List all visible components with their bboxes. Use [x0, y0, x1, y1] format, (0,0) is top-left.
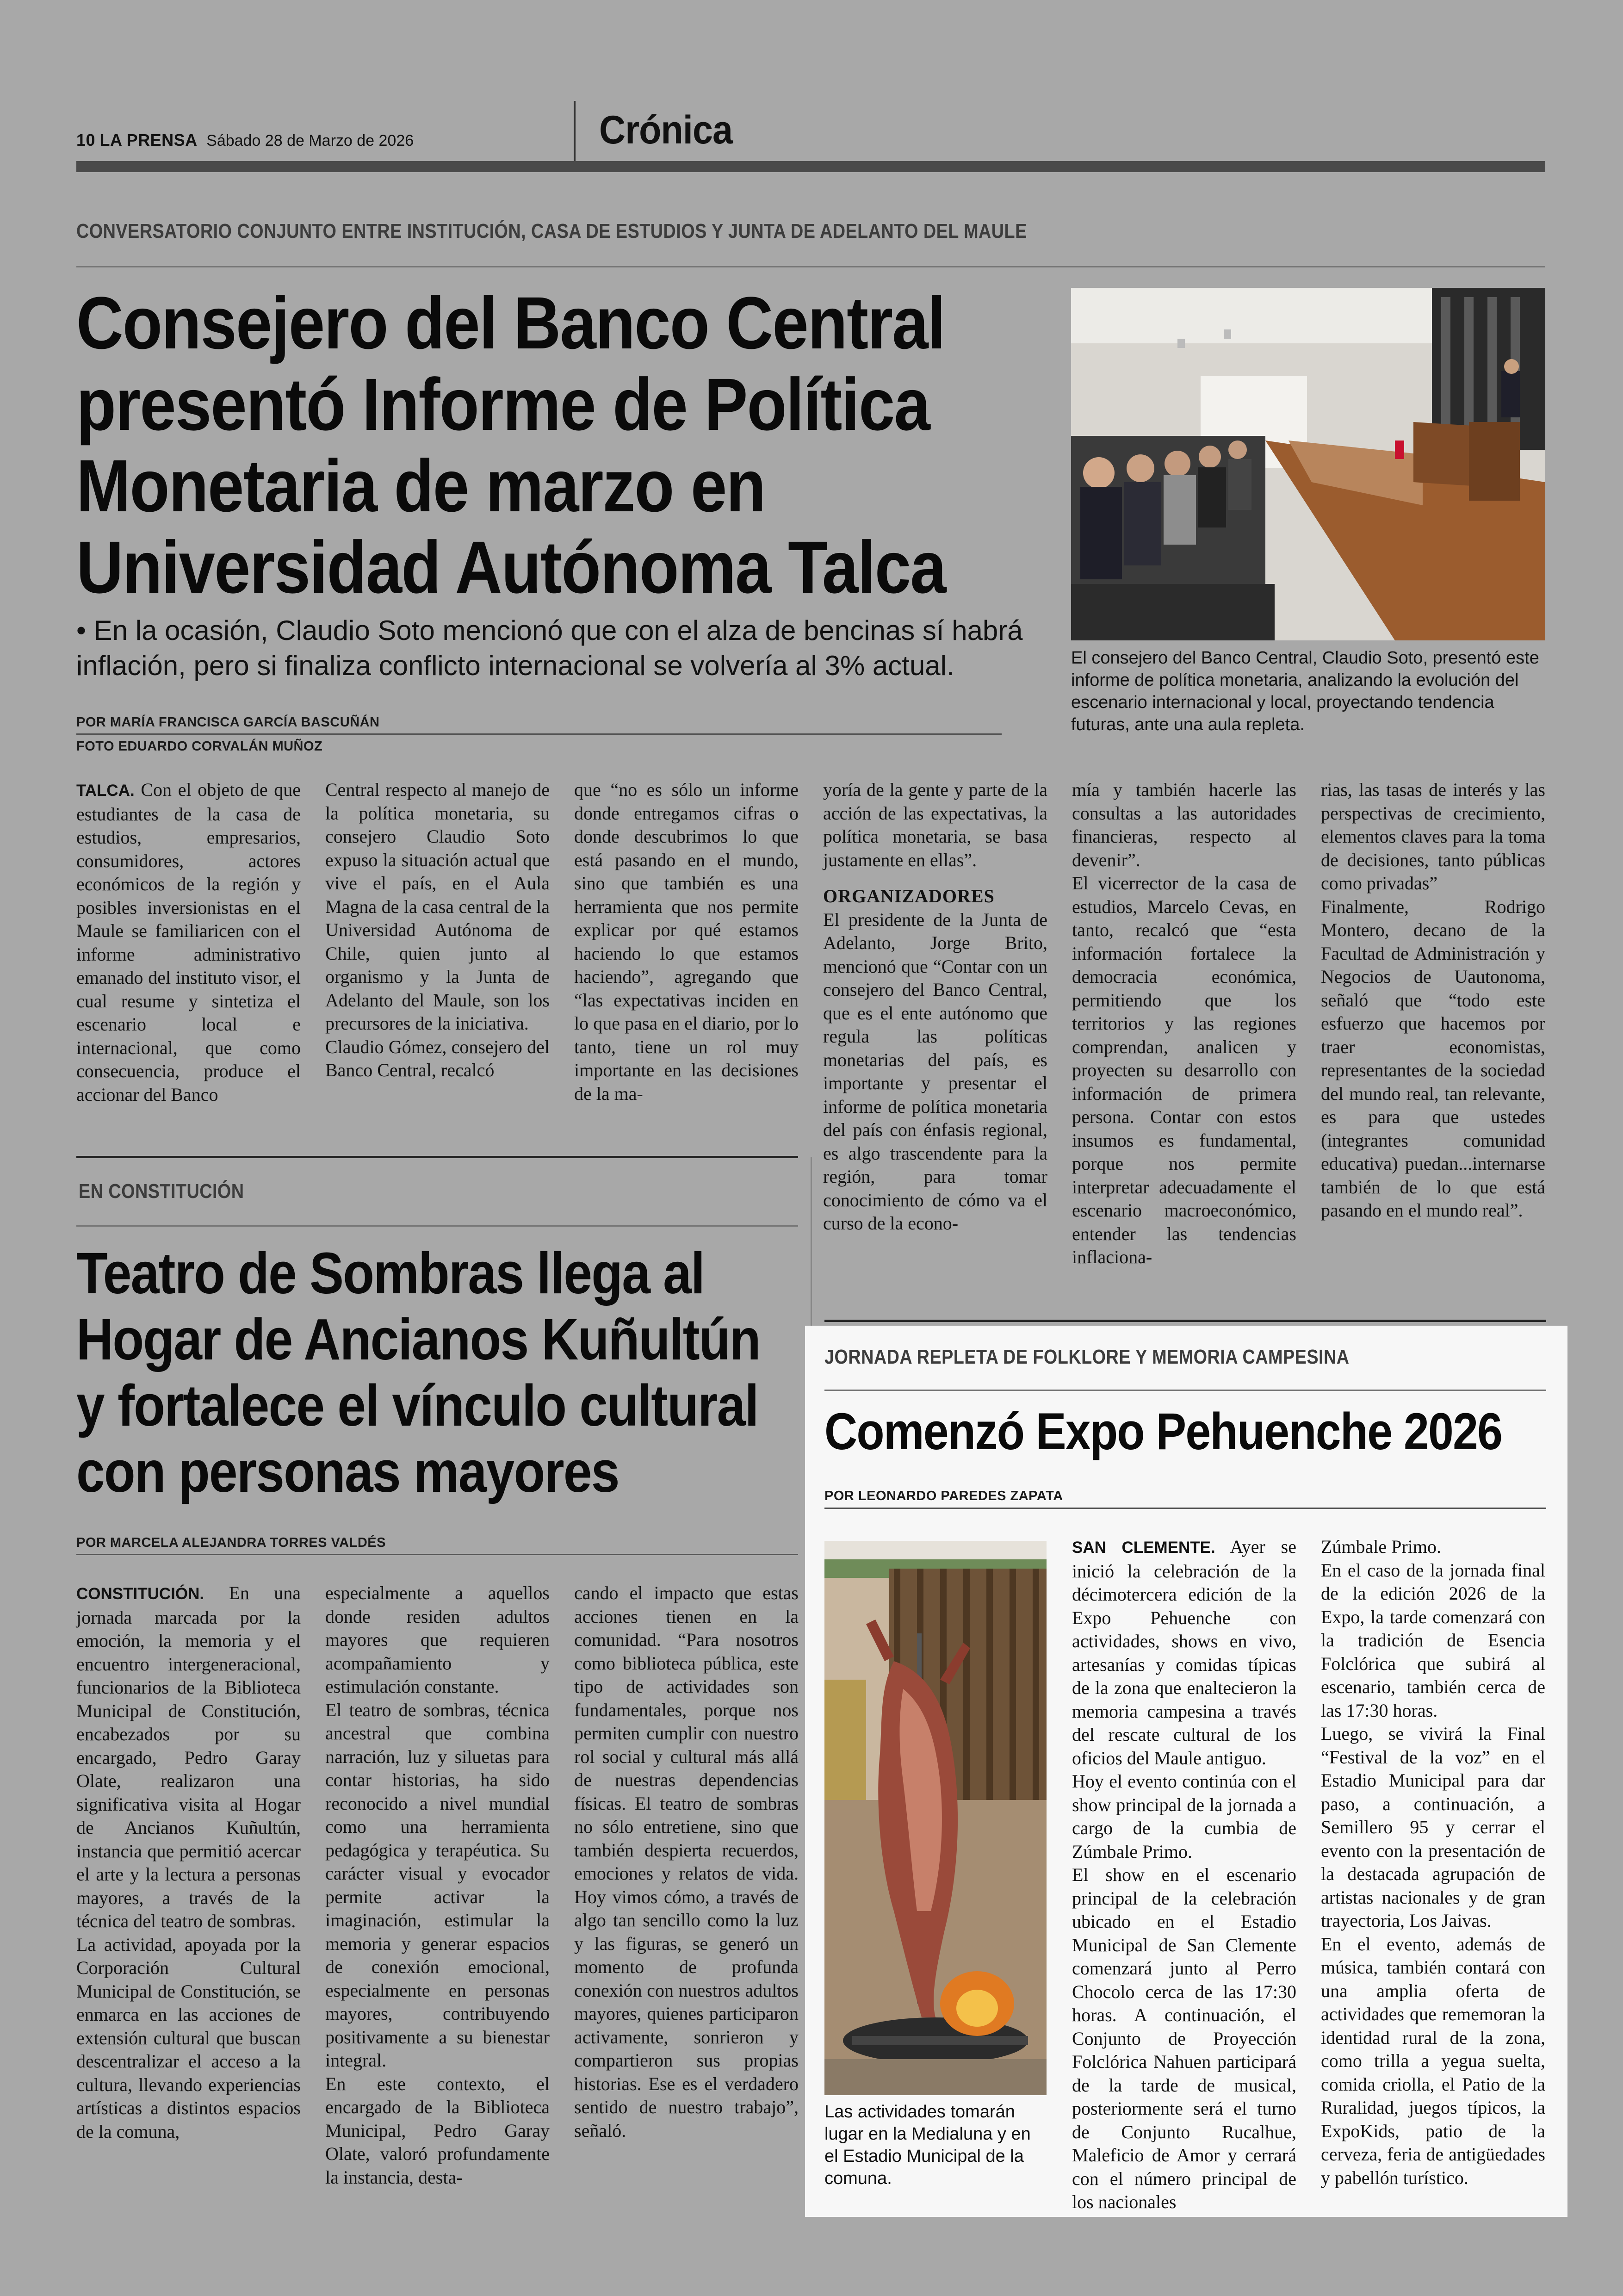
- article1-lead: • En la ocasión, Claudio Soto mencionó que con el alza de bencinas sí habrá inflación, pero si finaliza conflicto internacional se volvería al 3% actual.: [76, 615, 1023, 681]
- article1-caption: El consejero del Banco Central, Claudio Soto, presentó este informe de política monetaria, analizando la evolución del escenario internacional y local, proyectando tendencia futuras, ante una aula repleta.: [1071, 648, 1539, 734]
- article1-col5: [1072, 778, 1296, 1269]
- article2-headline: Teatro de Sombras llega al Hogar de Ancianos Kuñultún y fortalece el vínculo cultural con personas mayores: [76, 1241, 760, 1504]
- article1-byline: POR MARÍA FRANCISCA GARCÍA BASCUÑÁN: [76, 715, 380, 730]
- auditorium-photo-icon: [1071, 288, 1545, 640]
- article3-kicker-rule: [824, 1390, 1546, 1391]
- article1-col3-p1: que “no es sólo un informe donde entregamos cifras o donde descubrimos lo que está pasando en el mundo, sino que también es una herramienta que nos permite explicar por qué estamos haciendo lo que estamos haciendo”, agregando que “las expectativas inciden en lo que pasa en el diario, por lo tanto, tiene un rol muy importante en las decisiones de la ma-: [574, 779, 799, 1104]
- article3-col2-p2: En el caso de la jornada final de la edición 2026 de la Expo, la tarde comenzará con la tradición de Esencia Folclórica que subirá al escenario, también cerca de las 17:30 horas.: [1321, 1559, 1545, 1721]
- article1-col6-p2: Finalmente, Rodrigo Montero, decano de la Facultad de Administración y Negocios de Uautonoma, señaló que “todo este esfuerzo que hacemos por traer economistas, representantes de la sociedad del mundo real, tan relevante, es para que ustedes (integrantes comunidad educativa) puedan...internarse también de lo que está pasando en el mundo real”.: [1321, 896, 1545, 1221]
- newspaper-name: LA PRENSA: [99, 130, 198, 149]
- issue-date: Sábado 28 de Marzo de 2026: [206, 132, 414, 149]
- kicker-rule: [76, 266, 1545, 267]
- article1-kicker: CONVERSATORIO CONJUNTO ENTRE INSTITUCIÓN, CASA DE ESTUDIOS Y JUNTA DE ADELANTO DEL MAULE: [76, 220, 1027, 242]
- article2-byline: POR MARCELA ALEJANDRA TORRES VALDÉS: [76, 1535, 386, 1550]
- header-divider: [574, 101, 576, 161]
- article2-col2: [325, 1582, 550, 2189]
- article2-col3-p1: cando el impacto que estas acciones tienen en la comunidad. “Para nosotros como biblioteca pública, este tipo de actividades son fundamentales, porque nos permiten cumplir con nuestro rol social y cultural más allá de nuestras dependencias físicas. El teatro de sombras no sólo entretiene, sino que también despierta recuerdos, emociones y relatos de vida. Hoy vimos cómo, a través de algo tan sencillo como la luz y las figuras, se generó un momento de profunda conexión con nuestros adultos mayores, quienes participaron activamente, sonrieron y compartieron sus propias historias. Ese es el verdadero sentido de nuestro trabajo”, señaló.: [574, 1582, 799, 2141]
- article1-col2: [325, 778, 550, 1082]
- article1-dateline: TALCA.: [76, 782, 135, 800]
- article2-byline-rule: [76, 1554, 798, 1555]
- article3-headline: Comenzó Expo Pehuenche 2026: [824, 1402, 1502, 1460]
- article1-col2-p1: Central respecto al manejo de la política monetaria, su consejero Claudio Soto expuso la situación actual que vive el país, en el Aula Magna de la casa central de la Universidad Autónoma de Chile, quien junto al organismo y la Junta de Adelanto del Maule, son los precursores de la iniciativa.: [325, 779, 550, 1034]
- article3-col2: [1321, 1535, 1545, 2190]
- article2-top-rule: [76, 1156, 798, 1158]
- article3-col1: [1072, 1535, 1296, 2214]
- article1-photo-credit: FOTO EDUARDO CORVALÁN MUÑOZ: [76, 739, 323, 754]
- article2-col2-p2: El teatro de sombras, técnica ancestral que combina narración, luz y siluetas para contar historias, ha sido reconocido a nivel mundial como una herramienta pedagógica y terapéutica. Su carácter visual y evocador permite activar la imaginación, estimular la memoria y generar espacios de conexión emocional, especialmente en personas mayores, contribuyendo positivamente a su bienestar integral.: [325, 1699, 550, 2071]
- article1-col2-p2: Claudio Gómez, consejero del Banco Central, recalcó: [325, 1036, 550, 1080]
- article3-top-rule: [824, 1320, 1546, 1322]
- article3-byline: POR LEONARDO PAREDES ZAPATA: [824, 1489, 1063, 1503]
- article1-headline: Consejero del Banco Central presentó Informe de Política Monetaria de marzo en Universidad Autónoma Talca: [76, 281, 946, 608]
- header-bar: [76, 161, 1545, 172]
- article3-kicker: JORNADA REPLETA DE FOLKLORE Y MEMORIA CAMPESINA: [824, 1346, 1350, 1368]
- article3-byline-rule: [824, 1508, 1546, 1509]
- article2-col1: [76, 1582, 301, 2143]
- article1-subhead: ORGANIZADORES: [823, 886, 995, 906]
- article1-col4-p2: El presidente de la Junta de Adelanto, Jorge Brito, mencionó que “Contar con un consejero del Banco Central, que es el ente autónomo que regula las políticas monetarias del país, es importante y presentar el informe de política monetaria del país con énfasis regional, es algo trascendente para la región, para tomar conocimiento de cómo va el curso de la econo-: [823, 909, 1047, 1234]
- article3-col1-p3: El show en el escenario principal de la celebración ubicado en el Estadio Municipal de San Clemente comenzará junto al Perro Chocolo cerca de las 17:30 horas. A continuación, el Conjunto de Proyección Folclórica Nahuen participará de la tarde de musical, posteriormente será el turno de Conjunto Rucalhue, Maleficio de Amor y cerrará con el número principal de los nacionales: [1072, 1864, 1296, 2212]
- article1-col5-p2: El vicerrector de la casa de estudios, Marcelo Cevas, en tanto, recalcó que “esta información fortalece la democracia económica, permitiendo que los territorios y las regiones comprendan, analicen y proyecten su desarrollo con información de primera persona. Contar con estos insumos es fundamental, porque nos permite interpretar adecuadamente el escenario macroeconómico, entender las tendencias inflaciona-: [1072, 873, 1296, 1267]
- article3-col2-p3: Luego, se vivirá la Final “Festival de la voz” en el Estadio Municipal para dar paso, a continuación, a Semillero 95 y cerrar el evento con la presentación de la destacada agrupación de artistas nacionales y de gran trayectoria, Los Jaivas.: [1321, 1723, 1545, 1931]
- article2-kicker: EN CONSTITUCIÓN: [79, 1180, 244, 1203]
- byline-rule: [76, 733, 1002, 735]
- article2-col2-p3: En este contexto, el encargado de la Biblioteca Municipal, Pedro Garay Olate, valoró profundamente la instancia, desta-: [325, 2073, 550, 2188]
- article3-col1-text: Ayer se inició la celebración de la décimotercera edición de la Expo Pehuenche con actividades, shows en vivo, artesanías y comidas típicas de la zona que enaltecieron la memoria campesina a través del rescate cultural de los oficios del Maule antiguo.: [1072, 1536, 1297, 1769]
- article2-col2-p1: especialmente a aquellos donde residen adultos mayores que requieren acompañamiento y estimulación constante.: [325, 1582, 550, 1697]
- page-header: [76, 130, 414, 150]
- article1-col1: [76, 778, 301, 1106]
- section-title: Crónica: [599, 108, 733, 152]
- page-number: 10: [76, 130, 96, 149]
- article3-photo: [824, 1541, 1047, 2095]
- article3-col2-p4: En el evento, además de música, también contará con una amplia oferta de actividades que rememoran la identidad rural de la zona, como trilla a yegua suelta, comida criolla, el Patio de la Ruralidad, juegos típicos, la ExpoKids, patio de la cerveza, feria de antigüedades y pabellón turístico.: [1321, 1933, 1545, 2188]
- article3-caption: Las actividades tomarán lugar en la Medialuna y en el Estadio Municipal de la comuna.: [824, 2102, 1031, 2188]
- article2-col3: [574, 1582, 799, 2142]
- article3-dateline: SAN CLEMENTE.: [1072, 1539, 1215, 1557]
- article1-col1-text: Con el objeto de que estudiantes de la casa de estudios, empresarios, consumidores, actores económicos de la región y posibles inversionistas en el Maule se familiaricen con el informe administrativo emanado del instituto visor, el cual resume y sintetiza el escenario local e internacional, que como consecuencia, produce el accionar del Banco: [76, 779, 301, 1105]
- article1-col4-p1: yoría de la gente y parte de la acción de las expectativas, la política monetaria, se basa justamente en ellas”.: [823, 779, 1047, 870]
- article2-kicker-rule: [76, 1225, 798, 1227]
- article3-col1-p2: Hoy el evento continúa con el show principal de la jornada a cargo de la cumbia de Zúmbale Primo.: [1072, 1771, 1296, 1862]
- article1-col3: [574, 778, 799, 1105]
- article2-dateline: CONSTITUCIÓN.: [76, 1585, 204, 1603]
- article2-col1-text: En una jornada marcada por la emoción, la memoria y el encuentro intergeneracional, funcionarios de la Biblioteca Municipal de Constitución, encabezados por su encargado, Pedro Garay Olate, realizaron una significativa visita al Hogar de Ancianos Kuñultún, instancia que permitió acercar el arte y la lectura a personas mayores, a través de la técnica del teatro de sombras.: [76, 1582, 301, 1931]
- article1-col4: [823, 778, 1047, 1235]
- roast-photo-icon: [824, 1541, 1047, 2095]
- article1-col6-p1: rias, las tasas de interés y las perspectivas de crecimiento, elementos claves para la toma de decisiones, tanto públicas como privadas”: [1321, 779, 1545, 894]
- article2-col1-p2: La actividad, apoyada por la Corporación Cultural Municipal de Constitución, se enmarca en las acciones de extensión cultural que buscan descentralizar el acceso a la cultura, llevando experiencias artísticas a distintos espacios de la comuna,: [76, 1934, 301, 2142]
- article1-col5-p1: mía y también hacerle las consultas a las autoridades financieras, respecto al devenir”.: [1072, 779, 1296, 870]
- article1-photo: [1071, 288, 1545, 640]
- article1-col6: [1321, 778, 1545, 1222]
- article3-col2-p1: Zúmbale Primo.: [1321, 1536, 1441, 1557]
